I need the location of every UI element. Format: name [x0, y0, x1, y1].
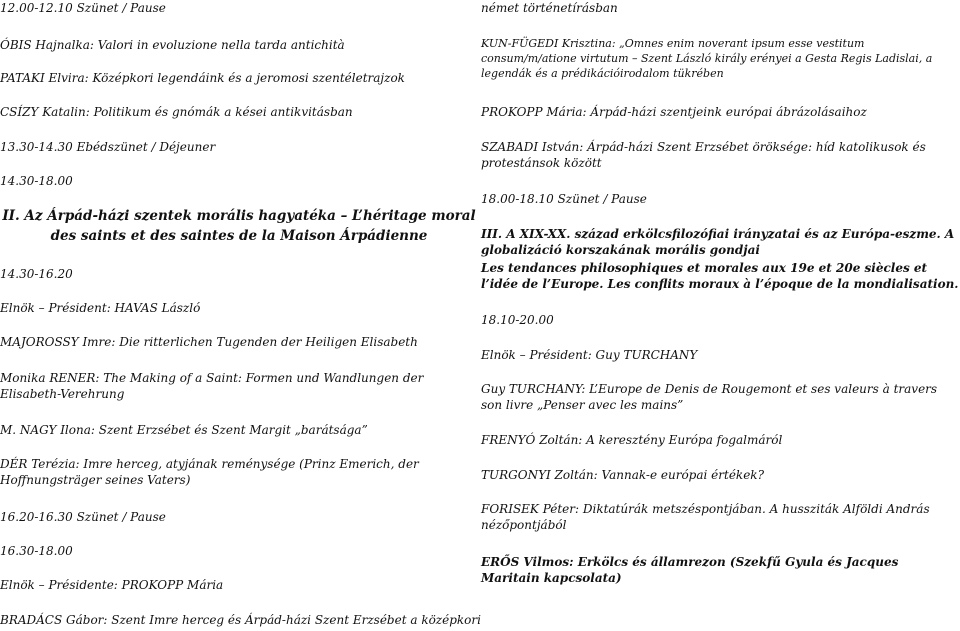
lunch-break: 13.30-14.30 Ebédszünet / Déjeuner [0, 140, 216, 154]
talk-eros: ERŐS Vilmos: Erkölcs és államrezon (Szekfű Gyula és Jacques Maritain kapcsolata) [481, 555, 899, 585]
talk-rener: Monika RENER: The Making of a Saint: Formen und Wandlungen der Elisabeth-Verehrung [0, 371, 424, 401]
talk-majorossy: MAJOROSSY Imre: Die ritterlichen Tugenden der Heiligen Elisabeth [0, 335, 418, 349]
chair-turchany: Elnök – Président: Guy TURCHANY [481, 348, 698, 362]
section-title-iii-french: Les tendances philosophiques et morales aux 19e et 20e siècles et l’idée de l’Europe. Les conflits moraux à l’époque de la mondialisation. [481, 261, 959, 291]
talk-turchany: Guy TURCHANY: L’Europe de Denis de Rougemont et ses valeurs à travers son livre „Penser avec les mains” [481, 382, 938, 412]
talk-frenyo: FRENYÓ Zoltán: A keresztény Európa fogalmáról [481, 433, 783, 447]
sub-session-time: 14.30-16.20 [0, 267, 73, 281]
talk-bradacs-continued: német történetírásban [481, 1, 618, 15]
talk-szabadi: SZABADI István: Árpád-házi Szent Erzsébet öröksége: híd katolikusok és protestánsok között [481, 140, 926, 170]
talk-pataki: PATAKI Elvira: Középkori legendáink és a jeromosi szentéletrajzok [0, 71, 405, 85]
pause-1: 12.00-12.10 Szünet / Pause [0, 1, 166, 15]
talk-kun-fugedi: KUN-FÜGEDI Krisztina: „Omnes enim noverant ipsum esse vestitum consum/m/atione virtutum – Szent László király erényei a Gesta Regis Ladislai, a legendák és a prédikációirodalom tükrében [481, 37, 933, 80]
section-title-iii: III. A XIX-XX. század erkölcsfilozófiai irányzatai és az Európa-eszme. A globalizáció korszakának morális gondjai [481, 227, 955, 257]
talk-turgonyi: TURGONYI Zoltán: Vannak-e európai értékek? [481, 468, 764, 482]
chair-havas: Elnök – Président: HAVAS László [0, 301, 201, 315]
session-time-2: 16.30-18.00 [0, 544, 73, 558]
talk-nagy: M. NAGY Ilona: Szent Erzsébet és Szent Margit „barátsága” [0, 423, 368, 437]
session-time: 14.30-18.00 [0, 174, 73, 188]
pause-2: 16.20-16.30 Szünet / Pause [0, 510, 166, 524]
talk-prokopp: PROKOPP Mária: Árpád-házi szentjeink európai ábrázolásaihoz [481, 105, 867, 119]
pause-3: 18.00-18.10 Szünet / Pause [481, 192, 647, 206]
talk-forisek: FORISEK Péter: Diktatúrák metszéspontjában. A hussziták Alföldi András nézőpontjából [481, 502, 930, 532]
section-title-ii: II. Az Árpád-házi szentek morális hagyatéka – L’héritage moral des saints et des saintes de la Maison Árpádienne [2, 208, 476, 244]
session-time-3: 18.10-20.00 [481, 313, 554, 327]
talk-der: DÉR Terézia: Imre herceg, atyjának reménysége (Prinz Emerich, der Hoffnungsträger seines Vaters) [0, 457, 419, 487]
talk-csizy: CSÍZY Katalin: Politikum és gnómák a kései antikvitásban [0, 105, 353, 119]
talk-bradacs: BRADÁCS Gábor: Szent Imre herceg és Árpád-házi Szent Erzsébet a középkori [0, 613, 481, 627]
chair-prokopp: Elnök – Présidente: PROKOPP Mária [0, 578, 224, 592]
talk-obis: ÓBIS Hajnalka: Valori in evoluzione nella tarda antichità [0, 38, 345, 52]
